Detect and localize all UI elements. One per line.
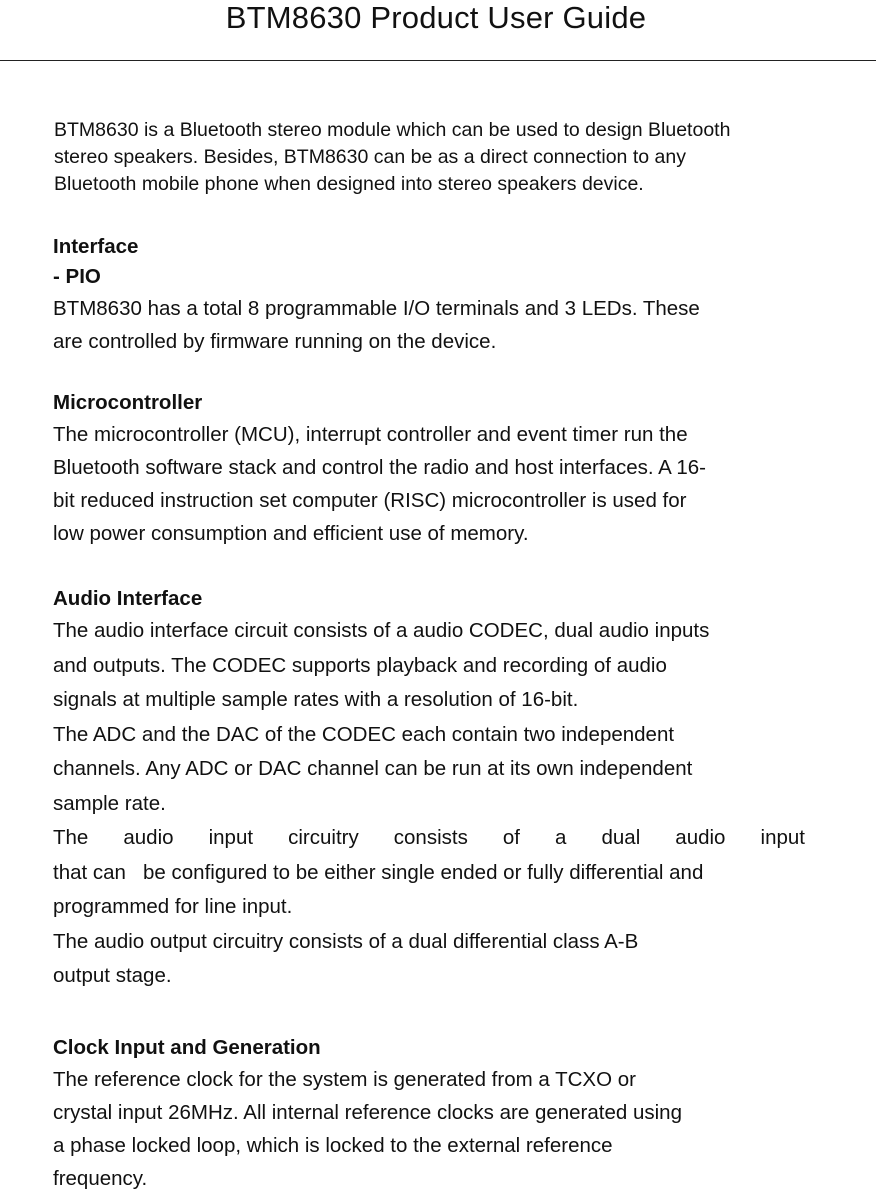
interface-section [53, 232, 863, 358]
microcontroller-section [53, 388, 863, 550]
word: audio [675, 826, 726, 849]
intro-line: Bluetooth mobile phone when designed into stereo speakers device. [54, 173, 644, 195]
word: The [53, 826, 89, 849]
word: audio [123, 826, 174, 849]
intro-paragraph [54, 117, 882, 198]
interface-line: BTM8630 has a total 8 programmable I/O terminals and 3 LEDs. These [53, 297, 700, 320]
audio-line: The audio output circuitry consists of a dual differential class A-B [53, 929, 639, 953]
microcontroller-line: bit reduced instruction set computer (RISC) microcontroller is used for [53, 489, 687, 512]
pio-subheading: - PIO [53, 265, 101, 288]
microcontroller-line: Bluetooth software stack and control the radio and host interfaces. A 16- [53, 456, 706, 479]
clock-line: crystal input 26MHz. All internal reference clocks are generated using [53, 1101, 682, 1124]
interface-heading: Interface [53, 235, 139, 258]
microcontroller-line: low power consumption and efficient use of memory. [53, 522, 529, 545]
clock-line: a phase locked loop, which is locked to the external reference [53, 1134, 613, 1157]
title-divider [0, 60, 876, 61]
audio-line: that can be configured to be either single ended or fully differential and [53, 860, 704, 884]
word: dual [601, 826, 641, 849]
audio-interface-section [53, 584, 863, 994]
clock-line: frequency. [53, 1167, 148, 1190]
audio-line: output stage. [53, 964, 172, 987]
clock-section [53, 1033, 863, 1195]
audio-line: channels. Any ADC or DAC channel can be run at its own independent [53, 757, 693, 780]
audio-line: signals at multiple sample rates with a resolution of 16-bit. [53, 688, 579, 711]
word: input [760, 826, 805, 849]
word: consists [393, 826, 468, 849]
clock-line: The reference clock for the system is generated from a TCXO or [53, 1068, 636, 1091]
microcontroller-heading: Microcontroller [53, 391, 203, 414]
audio-justified-line [53, 821, 805, 856]
audio-line: The audio interface circuit consists of a audio CODEC, dual audio inputs [53, 619, 710, 642]
audio-interface-heading: Audio Interface [53, 587, 203, 610]
word: circuitry [288, 826, 359, 849]
word: a [555, 826, 567, 849]
audio-line: and outputs. The CODEC supports playback and recording of audio [53, 653, 667, 677]
clock-heading: Clock Input and Generation [53, 1036, 321, 1059]
audio-line: The ADC and the DAC of the CODEC each contain two independent [53, 722, 675, 746]
intro-line: stereo speakers. Besides, BTM8630 can be as a direct connection to any [54, 146, 686, 168]
interface-line: are controlled by firmware running on the device. [53, 330, 497, 353]
microcontroller-line: The microcontroller (MCU), interrupt controller and event timer run the [53, 423, 688, 446]
audio-line: sample rate. [53, 791, 166, 815]
word: of [502, 826, 520, 849]
page-title: BTM8630 Product User Guide [225, 0, 647, 35]
intro-line: BTM8630 is a Bluetooth stereo module which can be used to design Bluetooth [54, 119, 731, 141]
word: input [208, 826, 254, 849]
audio-line: programmed for line input. [53, 895, 293, 918]
